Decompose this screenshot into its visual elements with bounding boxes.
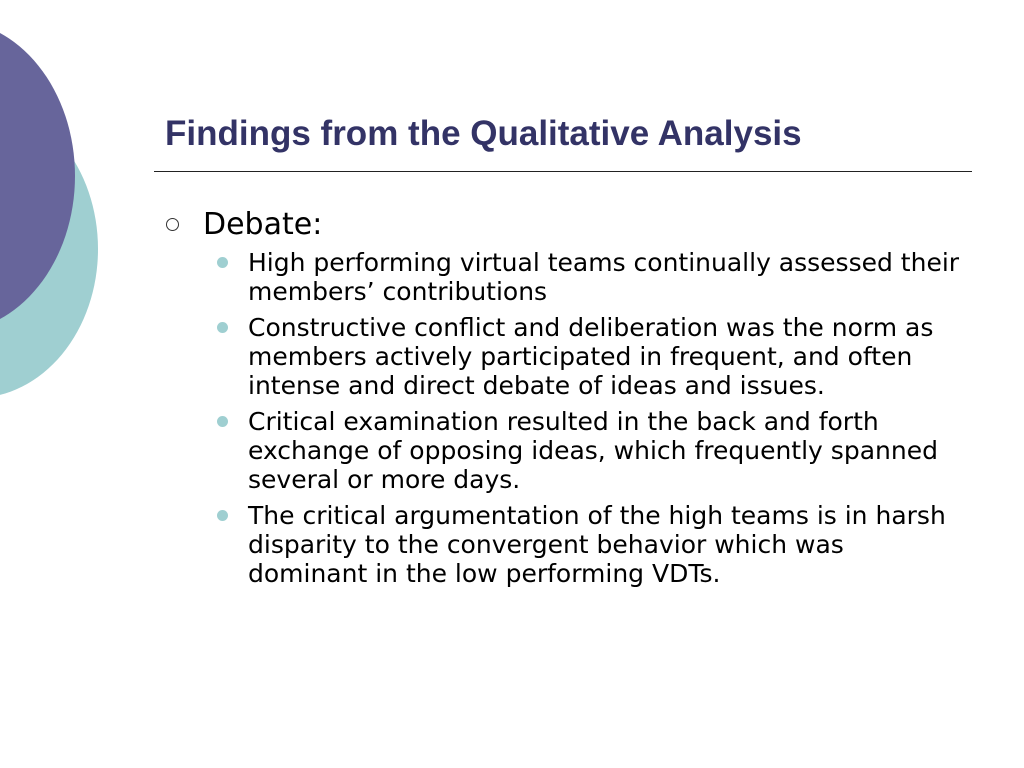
bullet-item xyxy=(160,248,960,306)
heading-text: Debate: xyxy=(203,207,323,242)
bullet-item xyxy=(160,407,960,494)
bullet-list xyxy=(160,248,960,588)
dot-icon xyxy=(217,322,228,333)
slide-content xyxy=(160,206,960,595)
bullet-text: The critical argumentation of the high teams is in harsh disparity to the convergent behavior which was dominant in the low performing VDTs. xyxy=(248,501,946,588)
bullet-item xyxy=(160,501,960,588)
bullet-text: High performing virtual teams continually assessed their members’ contributions xyxy=(248,248,960,306)
dot-icon xyxy=(217,257,228,268)
bullet-text: Constructive conflict and deliberation was the norm as members actively participated in frequent, and often intense and direct debate of ideas and issues. xyxy=(248,313,934,400)
heading-item xyxy=(160,206,960,244)
bullet-item xyxy=(160,313,960,400)
dot-icon xyxy=(217,510,228,521)
slide-title: Findings from the Qualitative Analysis xyxy=(165,114,802,153)
dot-icon xyxy=(217,416,228,427)
title-divider xyxy=(154,171,972,172)
hollow-circle-icon xyxy=(166,218,179,231)
bullet-text: Critical examination resulted in the back and forth exchange of opposing ideas, which frequently spanned several or more days. xyxy=(248,407,938,494)
